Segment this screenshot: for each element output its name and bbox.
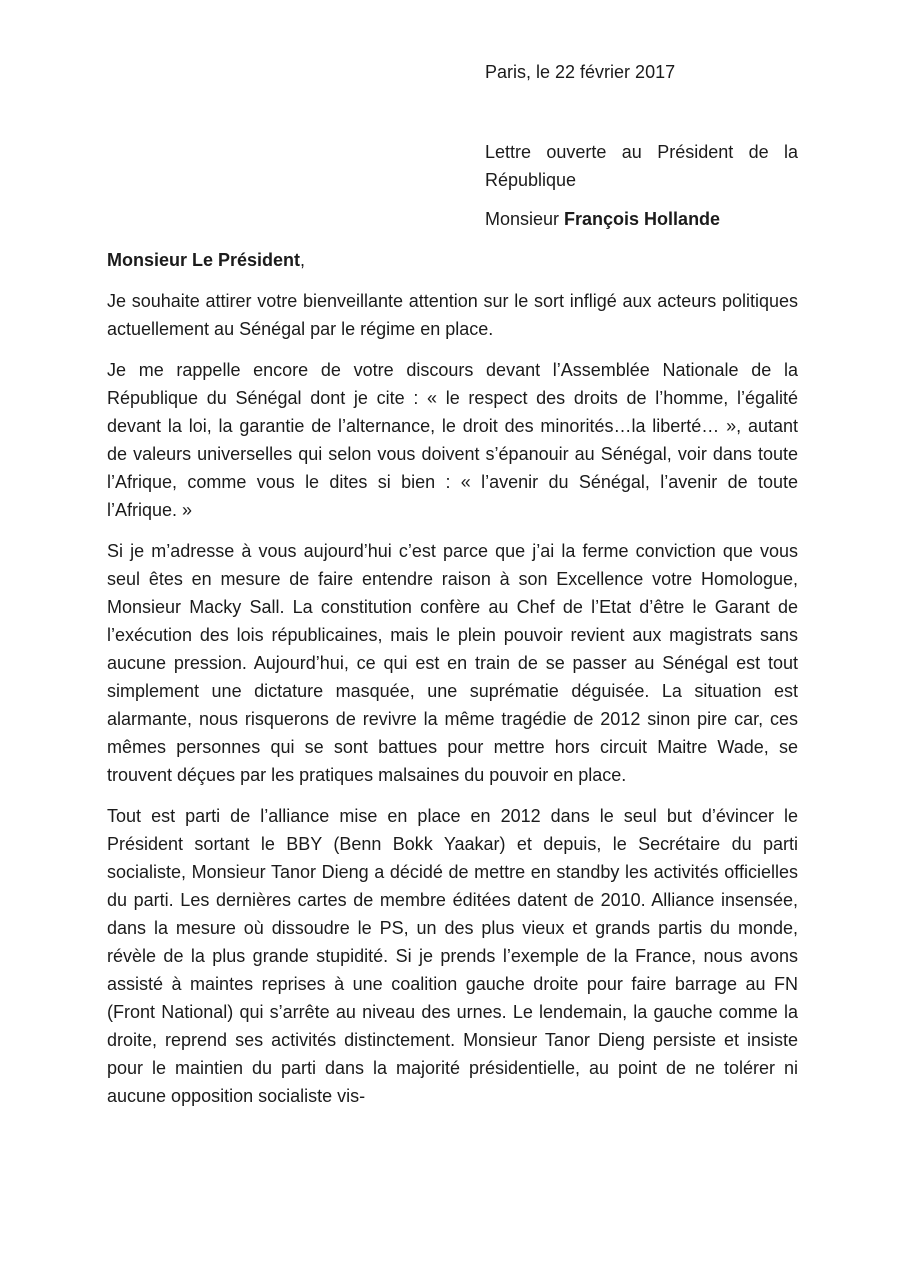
- recipient-prefix: Monsieur: [485, 209, 565, 229]
- letter-paragraph-2: Je me rappelle encore de votre discours devant l’Assemblée Nationale de la République du Sénégal dont je cite : « le respect des droits de l’homme, l’égalité devant la loi, la garantie de l’alternance, le droit des minorités…la liberté… », autant de valeurs universelles qui selon vous doivent s’épanouir au Sénégal, voir dans toute l’Afrique, comme vous le dites si bien : « l’avenir du Sénégal, l’avenir de toute l’Afrique. »: [107, 360, 798, 520]
- salutation-line: [107, 246, 798, 274]
- letter-subject: Lettre ouverte au Président de la République: [485, 142, 798, 190]
- letter-date: Paris, le 22 février 2017: [485, 62, 676, 82]
- recipient-line: [485, 205, 798, 233]
- salutation-comma: ,: [300, 250, 306, 270]
- salutation-text: Monsieur Le Président: [107, 250, 301, 270]
- letter-paragraph-1: Je souhaite attirer votre bienveillante attention sur le sort infligé aux acteurs politiques actuellement au Sénégal par le régime en place.: [107, 291, 798, 339]
- letter-paragraph-3: Si je m’adresse à vous aujourd’hui c’est parce que j’ai la ferme conviction que vous seul êtes en mesure de faire entendre raison à son Excellence votre Homologue, Monsieur Macky Sall. La constitution confère au Chef de l’Etat d’être le Garant de l’exécution des lois républicaines, mais le plein pouvoir revient aux magistrats sans aucune pression. Aujourd’hui, ce qui est en train de se passer au Sénégal est tout simplement une dictature masquée, une suprématie déguisée. La situation est alarmante, nous risquerons de revivre la même tragédie de 2012 sinon pire car, ces mêmes personnes qui se sont battues pour mettre hors circuit Maitre Wade, se trouvent déçues par les pratiques malsaines du pouvoir en place.: [107, 541, 798, 785]
- recipient-block: [485, 138, 798, 233]
- recipient-name: François Hollande: [564, 209, 721, 229]
- letter-paragraph-4: Tout est parti de l’alliance mise en place en 2012 dans le seul but d’évincer le Président sortant le BBY (Benn Bokk Yaakar) et depuis, le Secrétaire du parti socialiste, Monsieur Tanor Dieng a décidé de mettre en standby les activités officielles du parti. Les dernières cartes de membre éditées datent de 2010. Alliance insensée, dans la mesure où dissoudre le PS, un des plus vieux et grands partis du monde, révèle de la plus grande stupidité. Si je prends l’exemple de la France, nous avons assisté à maintes reprises à une coalition gauche droite pour faire barrage au FN (Front National) qui s’arrête au niveau des urnes. Le lendemain, la gauche comme la droite, reprend ses activités distinctement. Monsieur Tanor Dieng persiste et insiste pour le maintien du parti dans la majorité présidentielle, au point de ne tolérer ni aucune opposition socialiste vis-: [107, 806, 798, 1106]
